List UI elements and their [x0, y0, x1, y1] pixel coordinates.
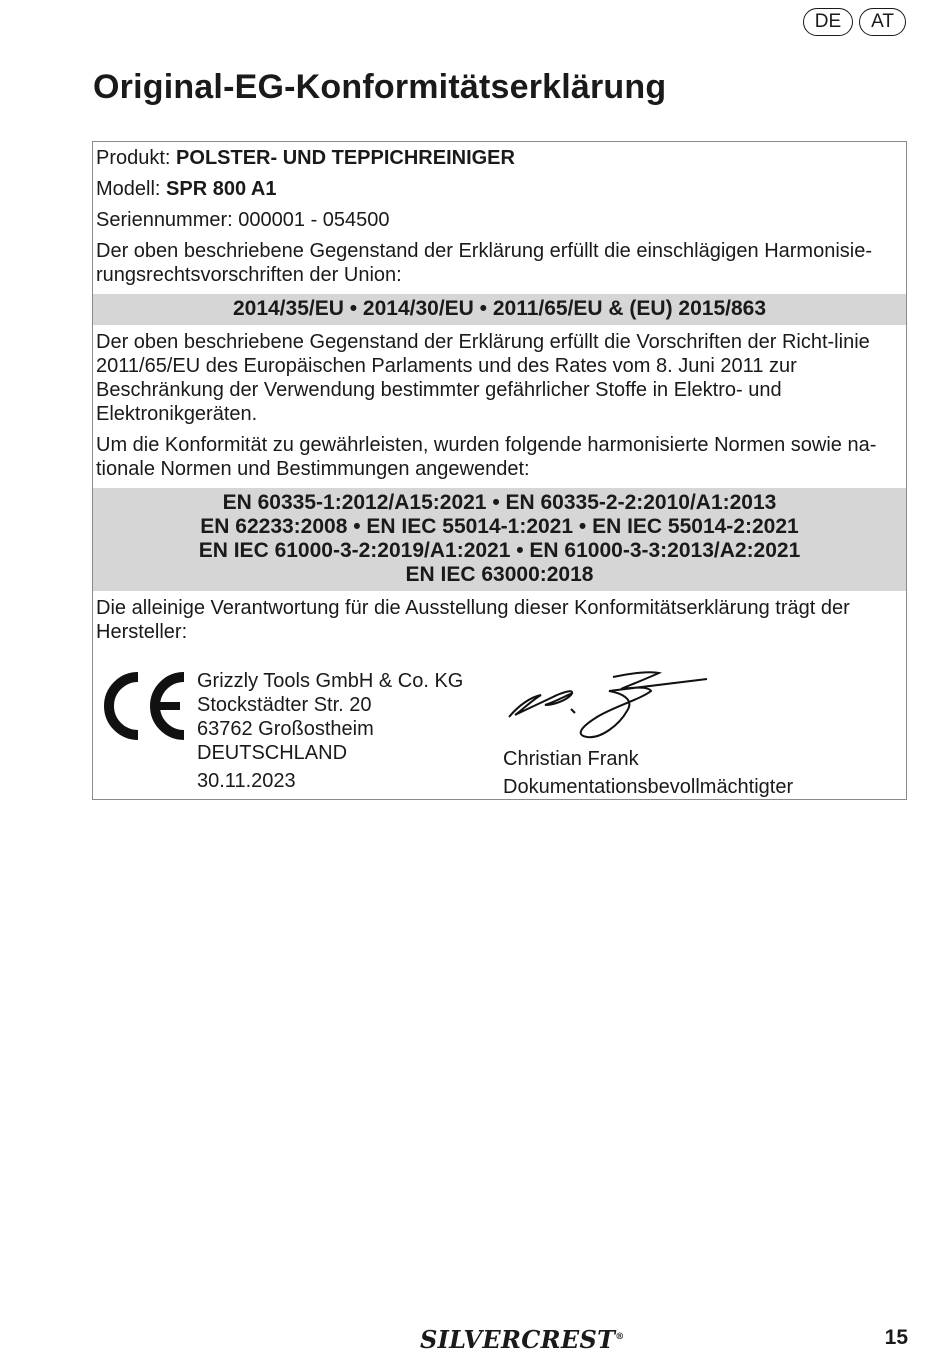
rohs-statement: Der oben beschriebene Gegenstand der Erklärung erfüllt die Vorschriften der Richt-linie 2011/65/EU des Europäischen Parlaments und des Rates vom 8. Juni 2011 zur Beschränkung der Verwendung bestimmter gefährlicher Stoffe in Elektro- und Elektronikgeräten.: [96, 331, 870, 425]
standard-line: EN IEC 61000-3-2:2019/A1:2021 • EN 61000-3-3:2013/A2:2021: [198, 539, 801, 562]
brand-logo: [420, 1325, 625, 1354]
responsibility-statement: Die alleinige Verantwortung für die Ausstellung dieser Konformitätserklärung trägt der Hersteller:: [96, 597, 850, 643]
street-address: Stockstädter Str. 20: [197, 694, 372, 716]
directives-band: 2014/35/EU • 2014/30/EU • 2011/65/EU & (EU) 2015/863: [93, 294, 906, 325]
declaration-box: [92, 141, 907, 800]
ce-mark-icon: [96, 671, 188, 741]
brand-name: SILVERCREST: [420, 1325, 616, 1354]
model-value: SPR 800 A1: [166, 178, 277, 200]
page-title: Original-EG-Konformitätserklärung: [93, 68, 667, 106]
city: 63762 Großostheim: [197, 718, 374, 740]
standards-band: [93, 488, 906, 591]
company-name: Grizzly Tools GmbH & Co. KG: [197, 670, 464, 692]
registered-mark: ®: [615, 1332, 625, 1342]
standard-line: EN 60335-1:2012/A15:2021 • EN 60335-2-2:2010/A1:2013: [222, 491, 777, 514]
product-row: [93, 142, 906, 175]
page-number: 15: [884, 1326, 908, 1349]
harmonisation-statement: Der oben beschriebene Gegenstand der Erklärung erfüllt die einschlägigen Harmonisie-rungsrechtsvorschriften der Union:: [96, 240, 873, 286]
model-label: Modell:: [96, 178, 161, 200]
manufacturer-address: [197, 669, 463, 793]
language-badge-at: AT: [859, 8, 906, 36]
signature-image: [501, 665, 711, 745]
model-row: [93, 175, 906, 206]
signer-block: [503, 745, 793, 801]
product-value: POLSTER- UND TEPPICHREINIGER: [176, 147, 515, 169]
serial-number: Seriennummer: 000001 - 054500: [96, 209, 390, 231]
signer-name: Christian Frank: [503, 748, 639, 770]
product-label: Produkt:: [96, 147, 171, 169]
manufacturer-section: [93, 649, 906, 799]
standards-intro: Um die Konformität zu gewährleisten, wurden folgende harmonisierte Normen sowie na-tionale Normen und Bestimmungen angewendet:: [96, 434, 877, 480]
standard-line: EN IEC 63000:2018: [405, 563, 594, 586]
standard-line: EN 62233:2008 • EN IEC 55014-1:2021 • EN IEC 55014-2:2021: [200, 515, 799, 538]
country: DEUTSCHLAND: [197, 742, 348, 764]
declaration-date: 30.11.2023: [197, 770, 296, 792]
signer-role: Dokumentationsbevollmächtigter: [503, 776, 794, 798]
language-badges: [803, 8, 906, 36]
language-badge-de: DE: [803, 8, 853, 36]
